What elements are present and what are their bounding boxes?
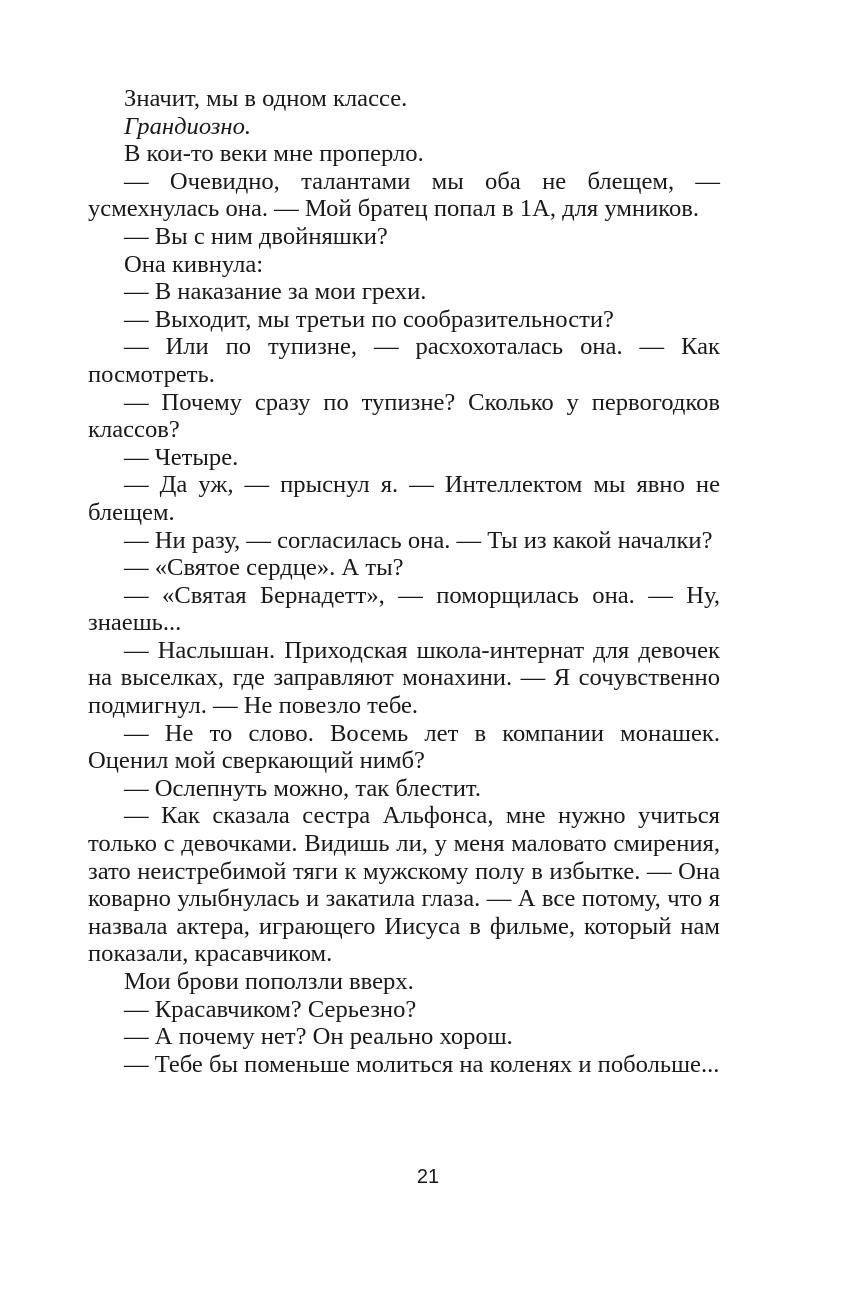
paragraph: Грандиозно. bbox=[124, 112, 252, 140]
paragraph: В кои-то веки мне проперло. bbox=[124, 140, 424, 168]
paragraph: — В наказание за мои грехи. bbox=[124, 278, 427, 306]
page-number: 21 bbox=[416, 1166, 440, 1188]
paragraph: — «Святая Бернадетт», — поморщилась она. — Ну, знаешь... bbox=[88, 581, 720, 637]
paragraph: — Очевидно, талантами мы оба не блещем, — усмехнулась она. — Мой братец попал в 1А, для умников. bbox=[88, 167, 720, 223]
paragraph: — Как сказала сестра Альфонса, мне нужно учиться только с девочками. Видишь ли, у меня маловато смирения, зато неистребимой тяги к мужскому полу в избытке. — Она коварно улыбнулась и закатила глаза. — А все потому, что я назвала актера, играющего Иисуса в фильме, который нам показали, красавчиком. bbox=[88, 802, 720, 968]
paragraph: — Или по тупизне, — расхохоталась она. — Как посмотреть. bbox=[88, 333, 720, 388]
paragraph: — Не то слово. Восемь лет в компании монашек. Оценил мой сверкающий нимб? bbox=[88, 719, 720, 775]
paragraph: — Ни разу, — согласилась она. — Ты из какой началки? bbox=[124, 526, 713, 554]
paragraph: — Выходит, мы третьи по сообразительности? bbox=[124, 305, 614, 333]
paragraph: — Вы с ним двойняшки? bbox=[124, 222, 388, 250]
paragraph: — Тебе бы поменьше молиться на коленях и побольше... bbox=[124, 1050, 720, 1078]
paragraph: Значит, мы в одном классе. bbox=[124, 85, 408, 112]
paragraph: — А почему нет? Он реально хорош. bbox=[124, 1023, 513, 1051]
paragraph: Мои брови поползли вверх. bbox=[124, 968, 414, 995]
paragraph: — Ослепнуть можно, так блестит. bbox=[124, 774, 481, 802]
paragraph: — Красавчиком? Серьезно? bbox=[124, 995, 417, 1023]
paragraph: — Четыре. bbox=[124, 443, 239, 471]
body-text bbox=[88, 85, 720, 1078]
paragraph: Она кивнула: bbox=[124, 250, 264, 278]
paragraph: — «Святое сердце». А ты? bbox=[124, 554, 404, 582]
paragraph: — Почему сразу по тупизне? Сколько у первогодков классов? bbox=[88, 388, 720, 444]
paragraph: — Да уж, — прыснул я. — Интеллектом мы явно не блещем. bbox=[88, 471, 720, 526]
paragraph: — Наслышан. Приходская школа-интернат для девочек на выселках, где заправляют монахини. — Я сочувственно подмигнул. — Не повезло тебе. bbox=[88, 636, 720, 720]
